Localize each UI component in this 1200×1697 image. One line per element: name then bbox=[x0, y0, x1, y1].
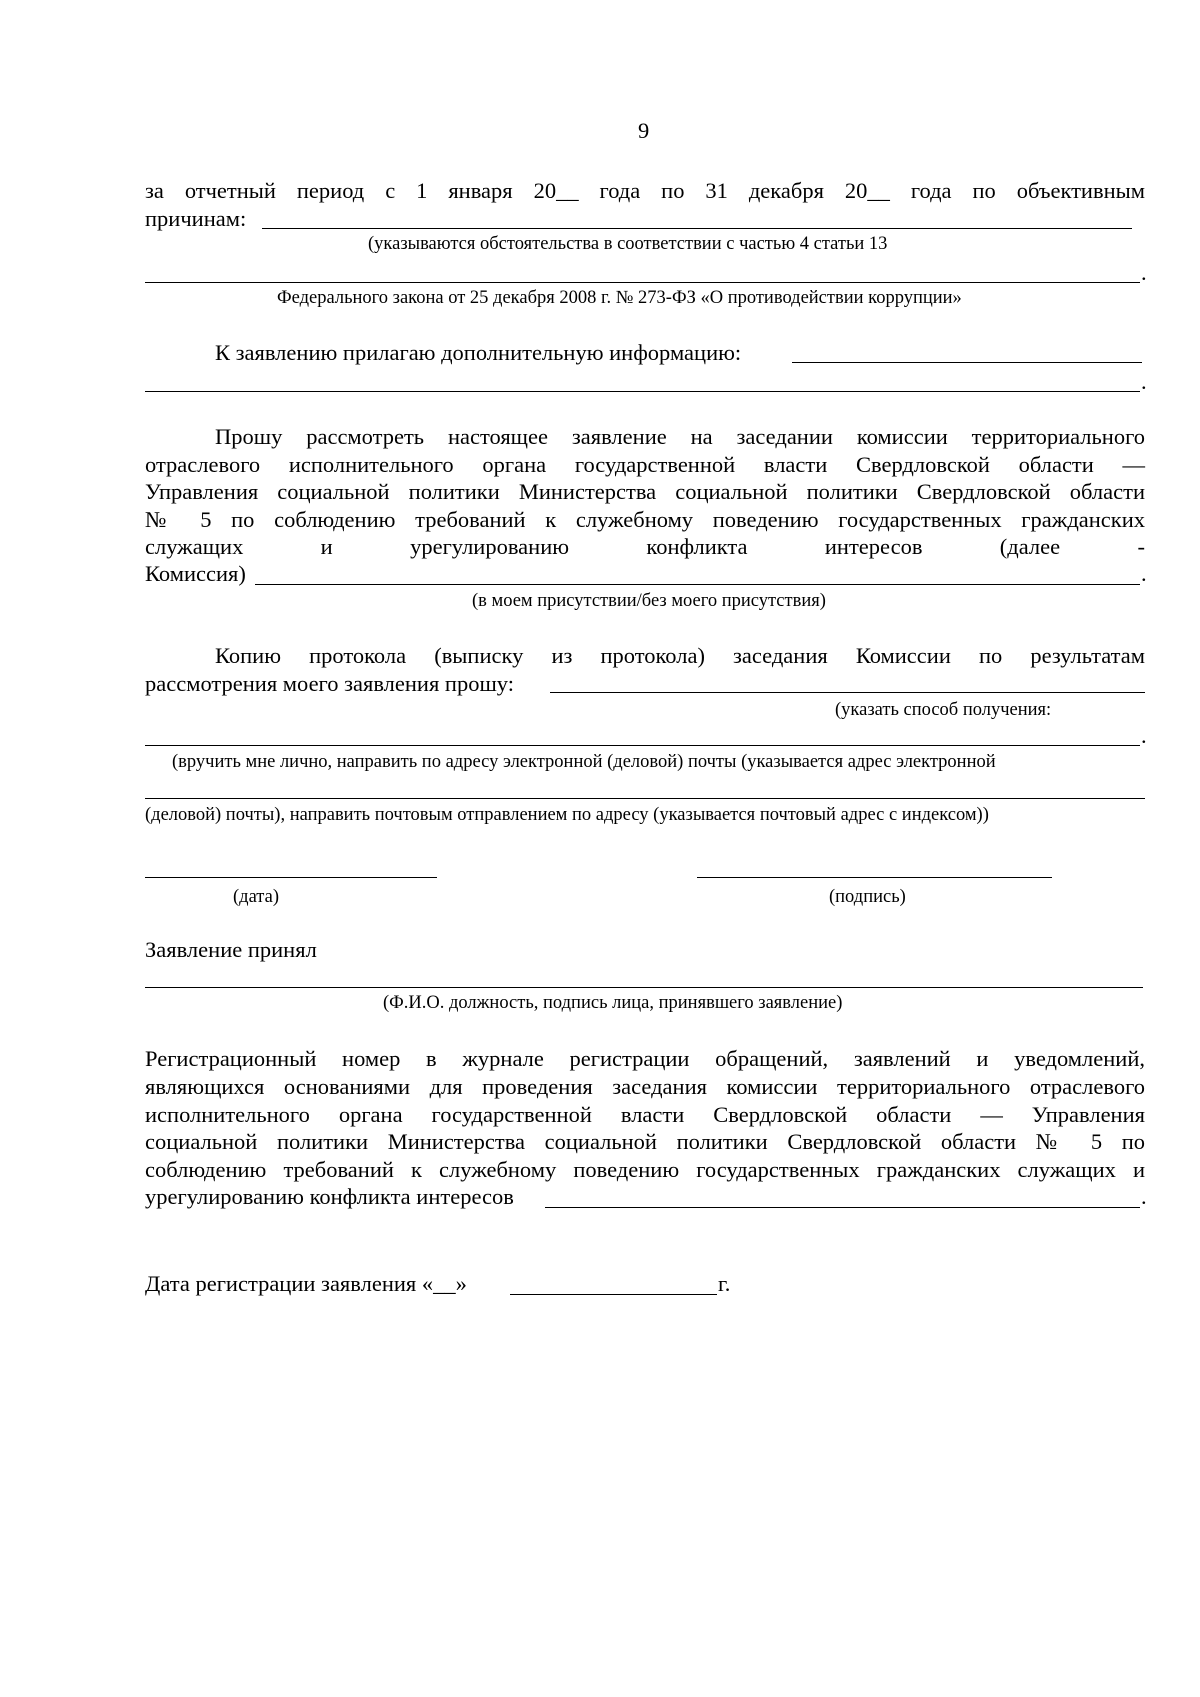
copy-blank-1[interactable] bbox=[550, 692, 1145, 693]
registration-line-3: исполнительного органа государственной власти Свердловской области — Управления bbox=[145, 1102, 1145, 1127]
date-blank[interactable] bbox=[145, 877, 437, 878]
reg-date-suffix: г. bbox=[718, 1271, 731, 1296]
request-line-1: Прошу рассмотреть настоящее заявление на заседании комиссии территориального bbox=[215, 424, 1145, 449]
request-hint: (в моем присутствии/без моего присутствия) bbox=[472, 591, 826, 611]
period-mark: . bbox=[1141, 260, 1147, 285]
period-mark: . bbox=[1141, 369, 1147, 394]
registration-line-2: являющихся основаниями для проведения заседания комиссии территориального отраслевого bbox=[145, 1074, 1145, 1099]
attachment-blank-1[interactable] bbox=[792, 362, 1142, 363]
reasons-hint-1: (указываются обстоятельства в соответствии с частью 4 статьи 13 bbox=[368, 234, 888, 254]
reg-date-blank[interactable] bbox=[510, 1294, 717, 1295]
copy-hint-1: (указать способ получения: bbox=[835, 700, 1052, 720]
request-line-4: № 5 по соблюдению требований к служебному поведению государственных гражданских bbox=[145, 507, 1145, 532]
registration-line-1: Регистрационный номер в журнале регистрации обращений, заявлений и уведомлений, bbox=[145, 1046, 1145, 1071]
period-mark: . bbox=[1141, 561, 1147, 586]
copy-line-1: Копию протокола (выписку из протокола) заседания Комиссии по результатам bbox=[215, 643, 1145, 668]
page-number: 9 bbox=[638, 118, 650, 143]
request-blank[interactable] bbox=[255, 584, 1140, 585]
reasons-blank[interactable] bbox=[262, 228, 1132, 229]
period-mark: . bbox=[1141, 1184, 1147, 1209]
reasons-blank-2[interactable] bbox=[145, 282, 1140, 283]
attachment-label: К заявлению прилагаю дополнительную информацию: bbox=[215, 340, 742, 365]
copy-hint-2: (вручить мне лично, направить по адресу электронной (деловой) почты (указывается адрес электронной bbox=[172, 752, 996, 772]
registration-line-4: социальной политики Министерства социальной политики Свердловской области № 5 по bbox=[145, 1129, 1145, 1154]
reg-date-label: Дата регистрации заявления «__» bbox=[145, 1271, 467, 1296]
period-mark: . bbox=[1141, 723, 1147, 748]
request-line-2: отраслевого исполнительного органа государственной власти Свердловской области — bbox=[145, 452, 1145, 477]
signature-blank[interactable] bbox=[697, 877, 1052, 878]
accepted-label: Заявление принял bbox=[145, 937, 317, 962]
copy-blank-2[interactable] bbox=[145, 745, 1140, 746]
registration-blank[interactable] bbox=[545, 1207, 1140, 1208]
copy-blank-3[interactable] bbox=[145, 798, 1145, 799]
copy-line-2: рассмотрения моего заявления прошу: bbox=[145, 671, 514, 696]
period-line: за отчетный период с 1 января 20__ года по 31 декабря 20__ года по объективным bbox=[145, 178, 1145, 203]
request-line-5: служащих и урегулированию конфликта интересов (далее - bbox=[145, 534, 1145, 559]
request-last-line: Комиссия) bbox=[145, 561, 246, 586]
date-label: (дата) bbox=[233, 887, 279, 907]
accepted-hint: (Ф.И.О. должность, подпись лица, принявшего заявление) bbox=[383, 993, 843, 1013]
copy-hint-3: (деловой) почты), направить почтовым отправлением по адресу (указывается почтовый адрес с индексом)) bbox=[145, 805, 989, 825]
request-line-3: Управления социальной политики Министерства социальной политики Свердловской области bbox=[145, 479, 1145, 504]
reasons-label: причинам: bbox=[145, 206, 247, 231]
signature-label: (подпись) bbox=[829, 887, 906, 907]
attachment-blank-2[interactable] bbox=[145, 391, 1140, 392]
registration-last-line: урегулированию конфликта интересов bbox=[145, 1184, 514, 1209]
registration-line-5: соблюдению требований к служебному поведению государственных гражданских служащих и bbox=[145, 1157, 1145, 1182]
reasons-hint-2: Федерального закона от 25 декабря 2008 г. № 273-ФЗ «О противодействии коррупции» bbox=[277, 288, 962, 308]
accepted-blank[interactable] bbox=[145, 987, 1143, 988]
